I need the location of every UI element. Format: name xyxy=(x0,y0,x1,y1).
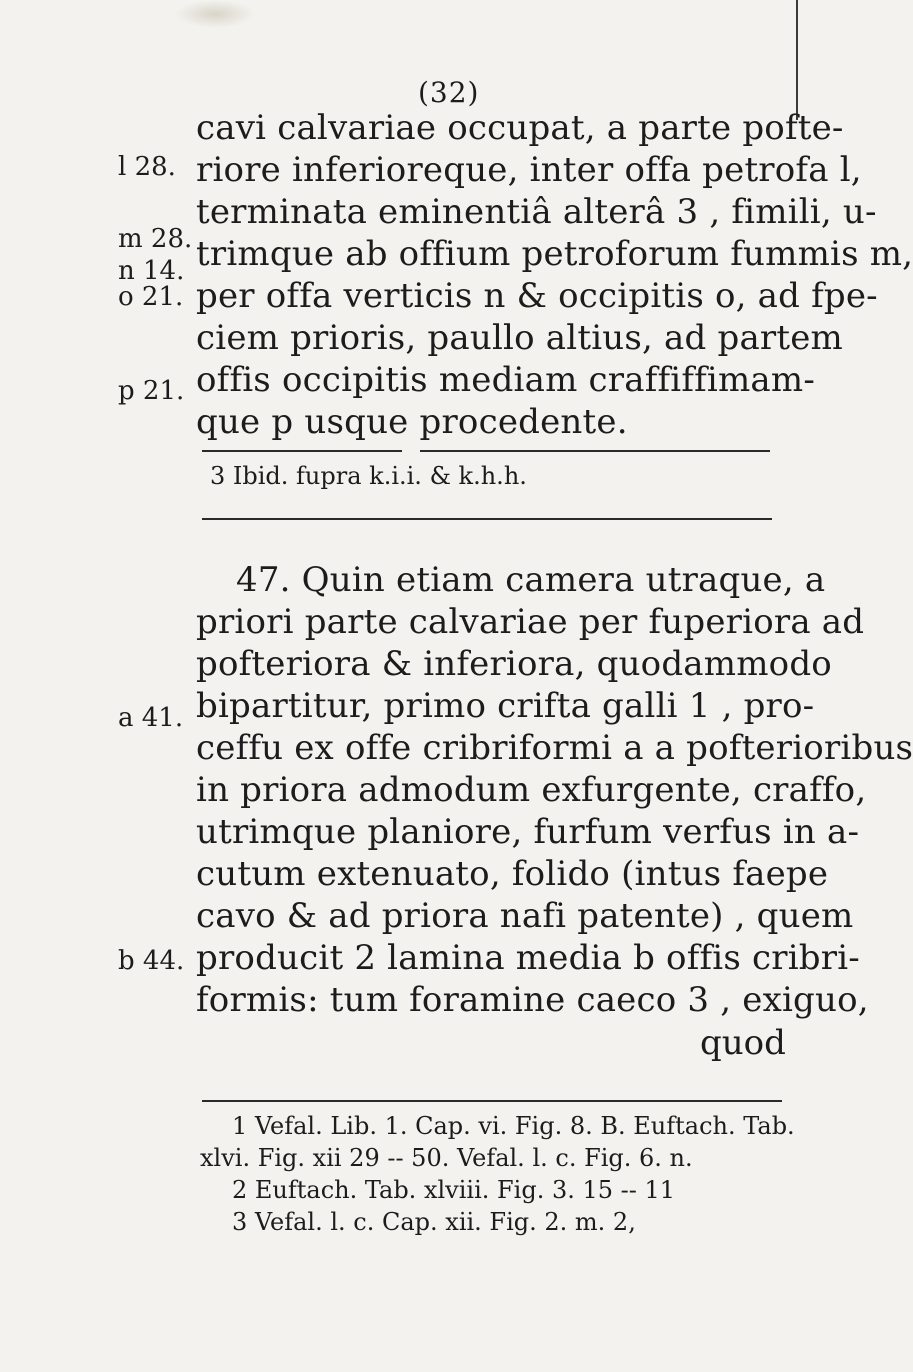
footnote: xlvi. Fig. xii 29 -- 50. Vefal. l. c. Fig. 6. n. xyxy=(200,1144,693,1172)
paper-stain xyxy=(175,0,255,28)
margin-note: m 28. xyxy=(118,224,193,254)
body-line: cavi calvariae occupat, a parte pofte- xyxy=(196,108,844,148)
body-line: que p usque procedente. xyxy=(196,402,628,442)
body-line: terminata eminentiâ alterâ 3 , fimili, u- xyxy=(196,192,877,232)
paragraph-line: producit 2 lamina media b offis cribri- xyxy=(196,938,860,978)
page-edge-line xyxy=(796,0,798,120)
paragraph-line: cutum extenuato, folido (intus faepe xyxy=(196,854,829,894)
margin-note: o 21. xyxy=(118,282,184,312)
paragraph-line: cavo & ad priora nafi patente) , quem xyxy=(196,896,854,936)
paragraph-line: 47. Quin etiam camera utraque, a xyxy=(236,560,826,600)
body-line: trimque ab offium petroforum fummis m, xyxy=(196,234,913,274)
footnote-rule xyxy=(202,450,402,452)
body-line: ciem prioris, paullo altius, ad partem xyxy=(196,318,843,358)
paragraph-line: bipartitur, primo crifta galli 1 , pro- xyxy=(196,686,815,726)
footnote: 2 Euftach. Tab. xlviii. Fig. 3. 15 -- 11 xyxy=(232,1176,676,1204)
body-line: riore inferioreque, inter offa petrofa l, xyxy=(196,150,862,190)
body-line: per offa verticis n & occipitis o, ad fpe- xyxy=(196,276,878,316)
paragraph-line: pofteriora & inferiora, quodammodo xyxy=(196,644,832,684)
margin-note: a 41. xyxy=(118,703,184,733)
paragraph-line: priori parte calvariae per fuperiora ad xyxy=(196,602,865,642)
footnote-rule xyxy=(420,450,770,452)
footnote: 3 Ibid. fupra k.i.i. & k.h.h. xyxy=(210,462,527,490)
page-number: (32) xyxy=(418,76,480,109)
margin-note: l 28. xyxy=(118,152,176,182)
section-rule xyxy=(202,518,772,520)
margin-note: p 21. xyxy=(118,376,185,406)
paragraph-line: utrimque planiore, furfum verfus in a- xyxy=(196,812,860,852)
footnote: 1 Vefal. Lib. 1. Cap. vi. Fig. 8. B. Euftach. Tab. xyxy=(232,1112,795,1140)
margin-note: n 14. xyxy=(118,256,185,286)
footnote: 3 Vefal. l. c. Cap. xii. Fig. 2. m. 2, xyxy=(232,1208,636,1236)
catchword: quod xyxy=(700,1023,786,1063)
paragraph-line: ceffu ex offe cribriformi a a pofterioribus xyxy=(196,728,913,768)
body-line: offis occipitis mediam craffiffimam- xyxy=(196,360,816,400)
paragraph-line: formis: tum foramine caeco 3 , exiguo, xyxy=(196,980,869,1020)
margin-note: b 44. xyxy=(118,946,185,976)
footnote-rule xyxy=(202,1100,782,1102)
paragraph-line: in priora admodum exfurgente, craffo, xyxy=(196,770,867,810)
